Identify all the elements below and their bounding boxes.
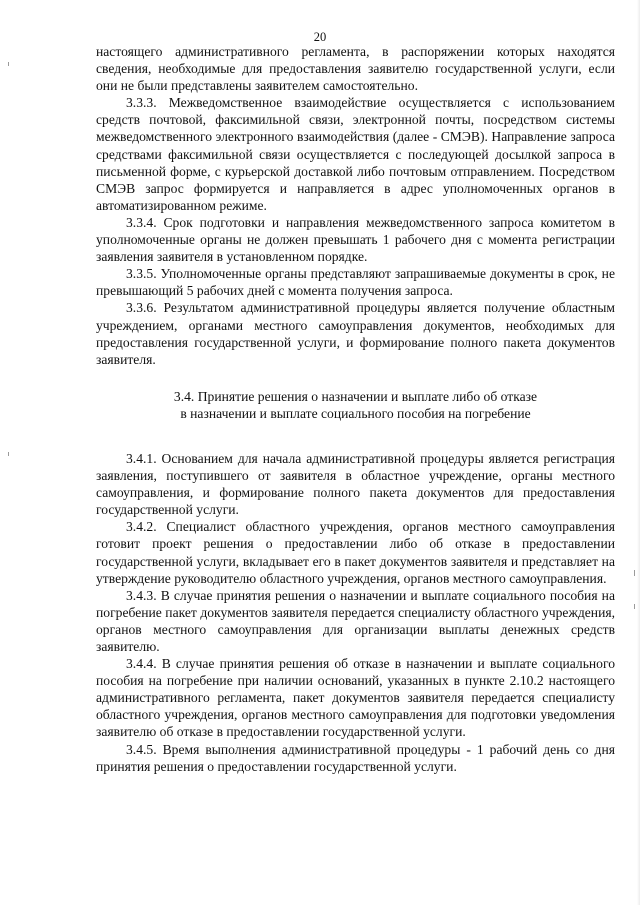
scan-artifact bbox=[8, 62, 9, 66]
page-number: 20 bbox=[313, 30, 327, 44]
scan-artifact bbox=[8, 452, 9, 456]
paragraph: 3.4.4. В случае принятия решения об отказе в назначении и выплате социального пособия на погребение при наличии оснований, указанных в пункте 2.10.2 настоящего административного регламента, пакет документов заявителя передается специалисту областного учреждения, органов местного самоуправления для подготовки уведомления заявителю об отказе в предоставлении государственной услуги. bbox=[96, 656, 615, 740]
paragraph: настоящего административного регламента, в распоряжении которых находятся сведения, необходимые для предоставления заявителю государственной услуги, если они не были представлены заявителем самостоятельно. bbox=[96, 44, 615, 94]
paragraph: 3.3.4. Срок подготовки и направления межведомственного запроса комитетом в уполномоченные органы не должен превышать 1 рабочего дня с момента регистрации заявления заявителя в установленном порядке. bbox=[96, 214, 615, 265]
paragraph: 3.4.3. В случае принятия решения о назначении и выплате социального пособия на погребение пакет документов заявителя передается специалисту областного учреждения, органов местного самоуправления для организации выплаты денежных средств заявителю. bbox=[96, 587, 615, 654]
scan-artifact bbox=[634, 570, 635, 576]
paragraph: 3.4.5. Время выполнения административной процедуры - 1 рабочий день со дня принятия решения о предоставлении государственной услуги. bbox=[96, 741, 615, 774]
paragraph: 3.3.3. Межведомственное взаимодействие осуществляется с использованием средств почтовой, факсимильной связи, электронной почты, посредством системы межведомственного электронного взаимодействия (далее - СМЭВ). Направление запроса средствами факсимильной связи осуществляется с последующей досылкой запроса в письменной форме, с курьерской доставкой либо почтовым отправлением. Посредством СМЭВ запрос формируется и направляется в адрес уполномоченных органов в автоматизированном режиме. bbox=[96, 95, 615, 213]
section-heading-line: в назначении и выплате социального пособия на погребение bbox=[180, 405, 531, 421]
paragraph: 3.4.1. Основанием для начала административной процедуры является регистрация заявления, поступившего от заявителя в областное учреждение, органы местного самоуправления, и формирование полного пакета документов для предоставления государственной услуги. bbox=[96, 450, 615, 518]
paragraph: 3.3.5. Уполномоченные органы представляют запрашиваемые документы в срок, не превышающий 5 рабочих дней с момента получения запроса. bbox=[96, 266, 615, 299]
document-body bbox=[96, 43, 615, 775]
paragraph: 3.4.2. Специалист областного учреждения, органов местного самоуправления готовит проект решения о предоставлении либо об отказе в предоставлении государственной услуги, вкладывает его в пакет документов заявителя и представляет на утверждение руководителю областного учреждения, органов местного самоуправления. bbox=[96, 519, 615, 586]
scan-artifact bbox=[634, 604, 635, 609]
paragraph: 3.3.6. Результатом административной процедуры является получение областным учреждением, органами местного самоуправления документов, необходимых для предоставления государственной услуги, и формирование полного пакета документов заявителя. bbox=[96, 300, 615, 367]
section-heading bbox=[96, 388, 615, 422]
section-heading-line: 3.4. Принятие решения о назначении и выплате либо об отказе bbox=[173, 388, 538, 404]
